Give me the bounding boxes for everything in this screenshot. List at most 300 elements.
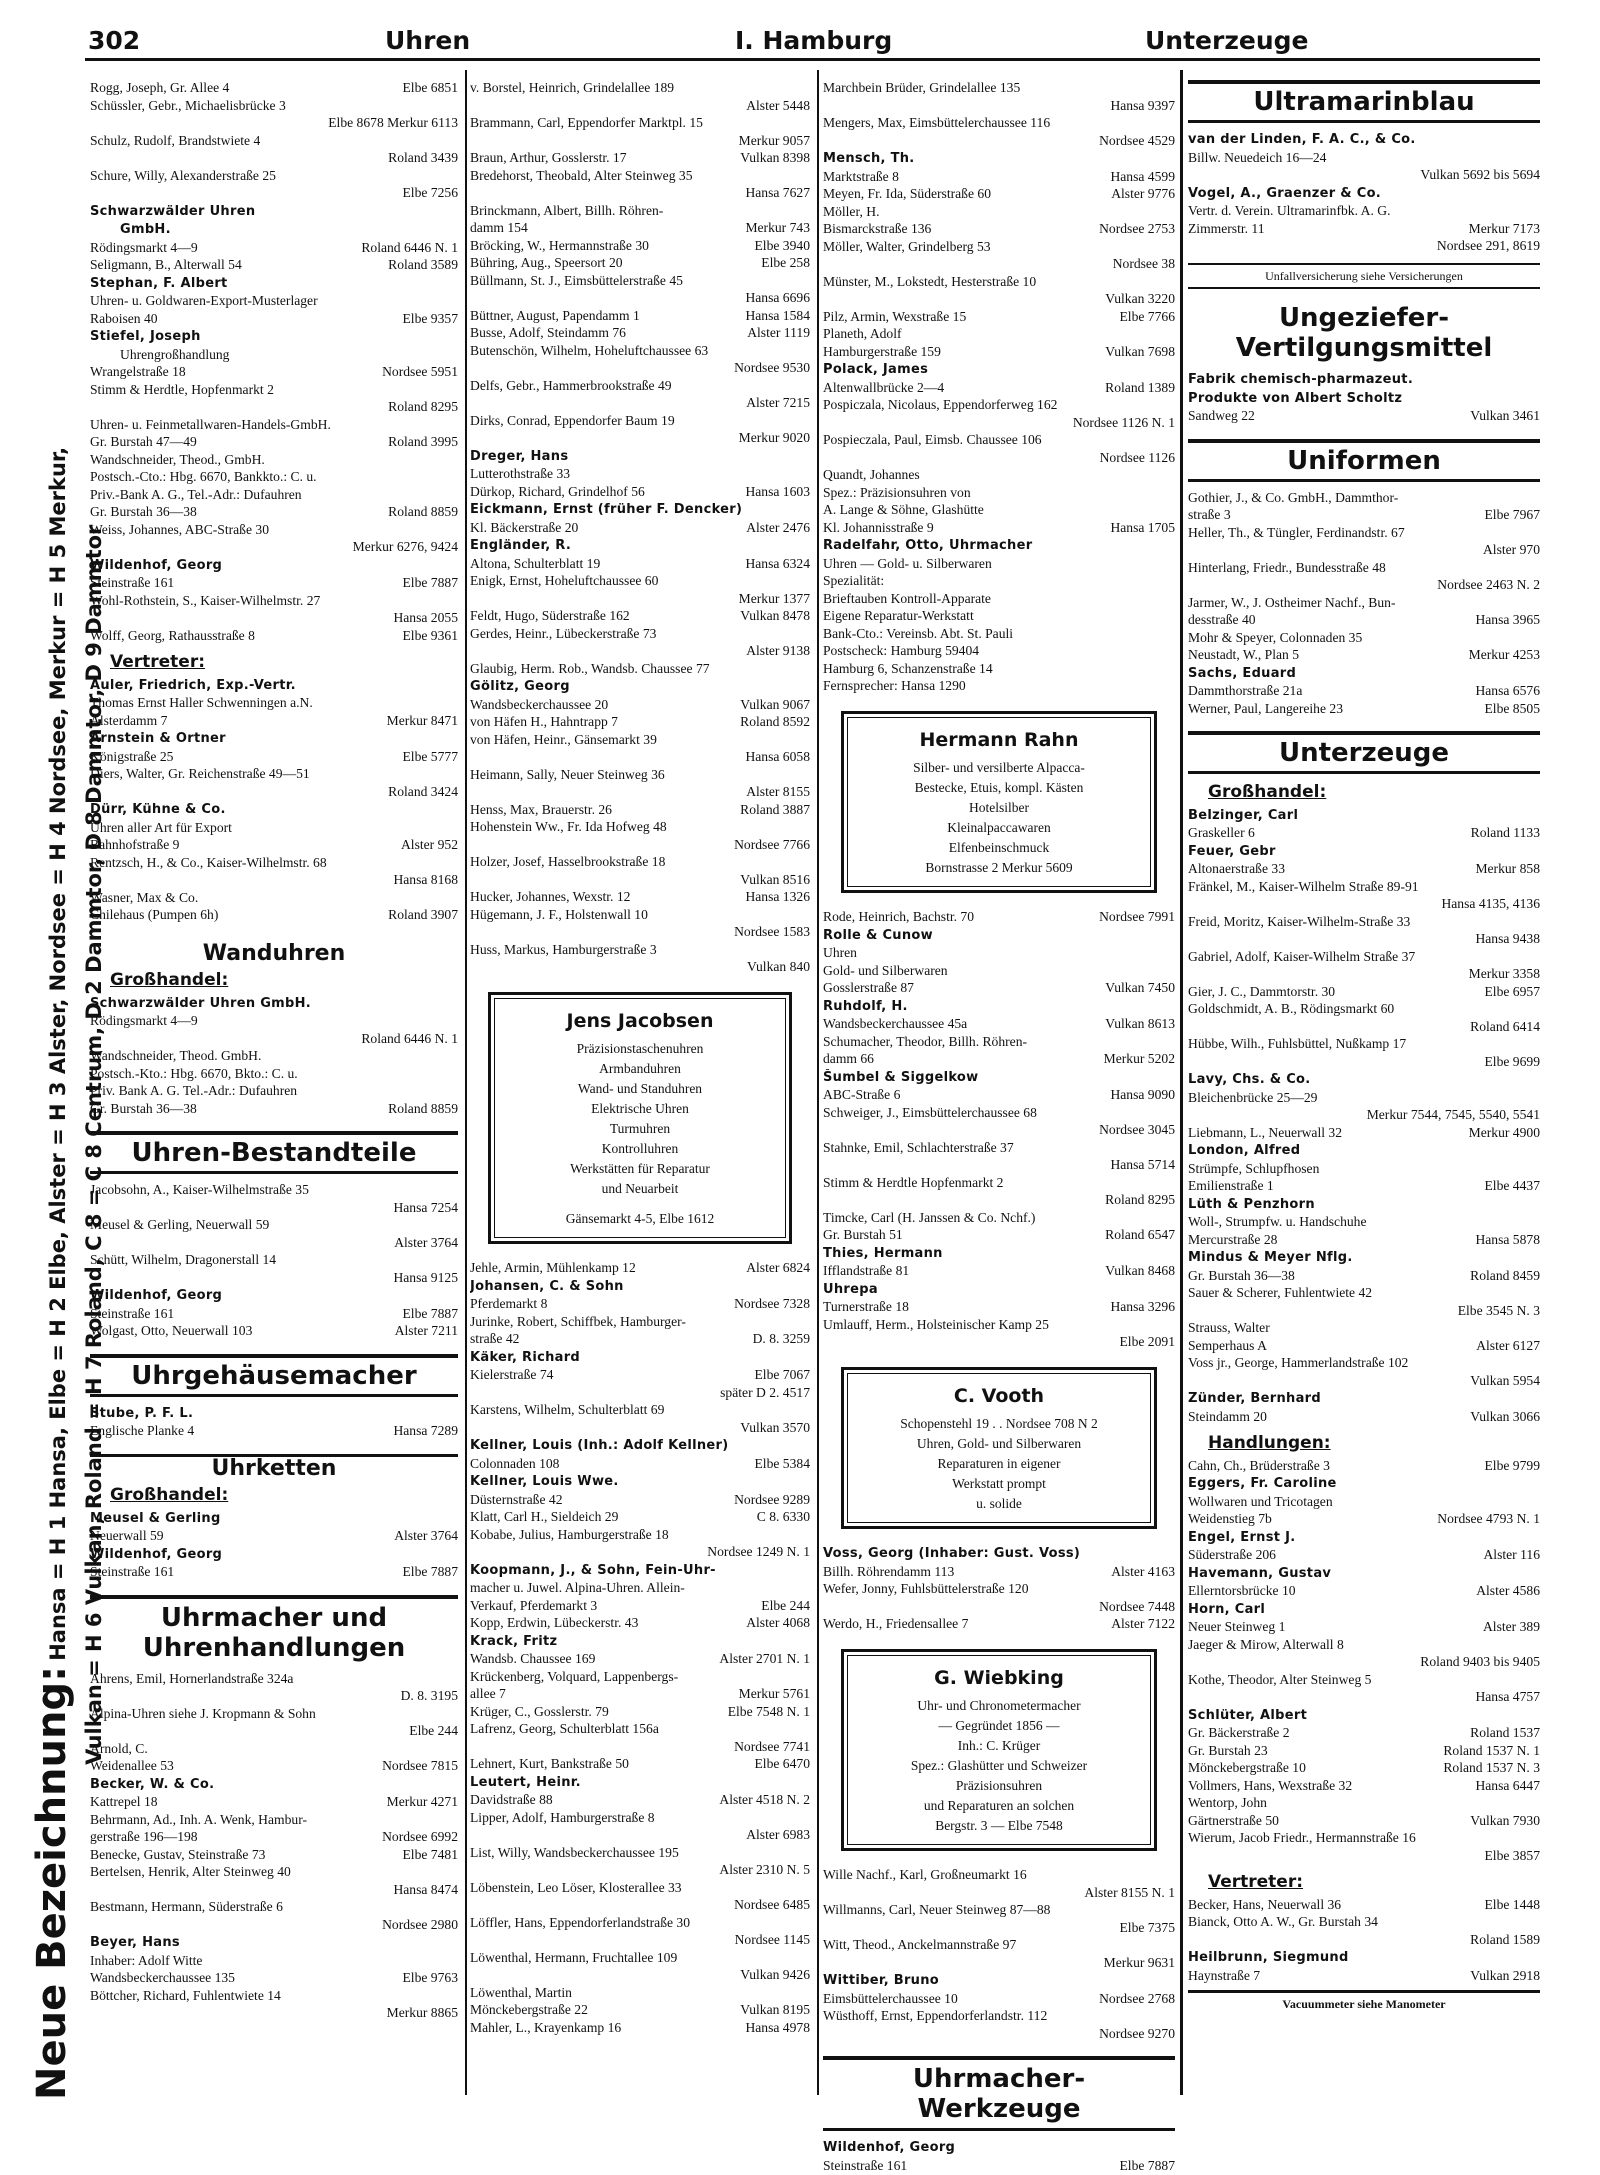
directory-entry — [1188, 1601, 1540, 1619]
directory-entry — [823, 626, 1175, 643]
phone-number: Hansa 5878 — [1475, 1231, 1540, 1247]
directory-entry — [90, 240, 458, 257]
directory-entry — [1188, 221, 1540, 238]
entry-name: Horn, Carl — [1188, 1601, 1266, 1617]
entry-name: Wille Nachf., Karl, Großneumarkt 16 — [823, 1867, 1027, 1882]
entry-name: Rogg, Joseph, Gr. Allee 4 — [90, 80, 230, 95]
phone-number: Alster 6824 — [746, 1260, 810, 1275]
entry-name: Wildenhof, Georg — [90, 557, 223, 573]
entry-name: Arnold, C. — [90, 1740, 148, 1756]
entry-name: von Häfen, Heinr., Gänsemarkt 39 — [470, 731, 657, 747]
entry-name: Inhaber: Adolf Witte — [90, 1952, 203, 1968]
directory-entry — [470, 290, 810, 307]
entry-name: Marchbein Brüder, Grindelallee 135 — [823, 80, 1021, 95]
entry-name: Bianck, Otto A. W., Gr. Burstah 34 — [1188, 1914, 1378, 1929]
directory-entry — [1188, 1914, 1540, 1931]
entry-name: Witt, Theod., Anckelmannstraße 97 — [823, 1937, 1017, 1952]
section-uhrketten: Uhrketten — [90, 1454, 458, 1478]
phone-number: Alster 8155 N. 1 — [1084, 1884, 1175, 1900]
directory-entry — [90, 677, 458, 695]
phone-number: Nordsee 291, 8619 — [1436, 238, 1540, 253]
directory-entry — [470, 484, 810, 501]
entry-name: Billh. Röhrendamm 113 — [823, 1563, 955, 1579]
entry-name: Schlüter, Albert — [1188, 1707, 1308, 1723]
phone-number: Merkur 9631 — [1103, 1954, 1175, 1970]
entry-name: Möller, Walter, Grindelberg 53 — [823, 238, 991, 254]
entry-name: Wildenhof, Georg — [90, 1546, 223, 1562]
entry-name: Altonaerstraße 33 — [1188, 861, 1286, 876]
entry-name: Cahn, Ch., Brüderstraße 3 — [1188, 1457, 1330, 1473]
directory-entry — [90, 1794, 458, 1811]
entry-name: Ahrens, Emil, Hornerlandstraße 324a — [90, 1670, 294, 1686]
phone-number: Alster 9776 — [1111, 186, 1175, 201]
directory-entry — [823, 2139, 1175, 2157]
directory-entry — [470, 255, 810, 272]
entry-name: Timcke, Carl (H. Janssen & Co. Nchf.) — [823, 1209, 1036, 1225]
entry-name: Brammann, Carl, Eppendorfer Marktpl. 15 — [470, 115, 703, 130]
phone-number: Nordsee 9289 — [734, 1491, 810, 1507]
directory-entry — [823, 1281, 1175, 1299]
phone-number: Roland 1537 N. 3 — [1443, 1760, 1540, 1775]
section-uhrmacher-werkzeuge: Uhrmacher-Werkzeuge — [823, 2056, 1175, 2131]
directory-entry — [470, 1562, 810, 1580]
directory-entry — [823, 1034, 1175, 1051]
entry-name: Planeth, Adolf — [823, 326, 902, 341]
directory-entry — [90, 784, 458, 801]
directory-entry — [470, 220, 810, 237]
directory-entry — [1188, 1583, 1540, 1600]
entry-name: Mönckebergstraße 10 — [1188, 1760, 1306, 1775]
directory-entry — [90, 98, 458, 115]
entry-name: Billw. Neuedeich 16—24 — [1188, 149, 1327, 165]
entry-name: Heimann, Sally, Neuer Steinweg 36 — [470, 766, 665, 782]
ad-c-vooth — [841, 1367, 1157, 1530]
directory-entry — [470, 714, 810, 731]
section-ultramarinblau: Ultramarinblau — [1188, 80, 1540, 123]
directory-entry — [823, 1140, 1175, 1157]
phone-number: Roland 8295 — [388, 399, 458, 414]
phone-number: Alster 2310 N. 5 — [719, 1862, 810, 1877]
directory-entry — [823, 661, 1175, 678]
entry-name: Löwenthal, Martin — [470, 1984, 572, 2000]
directory-entry — [823, 239, 1175, 256]
entry-name: Delfs, Gebr., Hammerbrookstraße 49 — [470, 377, 672, 393]
directory-entry — [1188, 560, 1540, 577]
directory-entry — [823, 1334, 1175, 1351]
directory-entry — [90, 1546, 458, 1564]
directory-entry — [1188, 683, 1540, 700]
entry-name: Woll-, Strumpfw. u. Handschuhe — [1188, 1214, 1367, 1229]
directory-entry — [823, 1122, 1175, 1139]
phone-number: Roland 3589 — [388, 257, 458, 272]
directory-entry — [90, 1917, 458, 1934]
entry-name: Wefer, Jonny, Fuhlsbüttelerstraße 120 — [823, 1581, 1029, 1596]
directory-entry — [90, 872, 458, 889]
entry-name: Wandsb. Chaussee 169 — [470, 1651, 596, 1666]
entry-name: Kl. Bäckerstraße 20 — [470, 519, 579, 535]
entry-name: Kattrepel 18 — [90, 1794, 158, 1809]
directory-entry — [470, 1950, 810, 1967]
directory-entry — [823, 80, 1175, 97]
ad-title: Jens Jacobsen — [566, 1009, 714, 1032]
phone-number: Nordsee 6485 — [734, 1897, 810, 1912]
phone-number: Elbe 9763 — [402, 1970, 458, 1985]
directory-entry — [1188, 1707, 1540, 1725]
phone-number: Hansa 1584 — [745, 307, 810, 323]
entry-name: Krack, Fritz — [470, 1633, 558, 1649]
directory-entry — [90, 713, 458, 730]
phone-number: Vulkan 5954 — [1470, 1372, 1540, 1388]
phone-number: Vulkan 8613 — [1105, 1016, 1175, 1031]
directory-entry — [470, 802, 810, 819]
entry-name: Meusel & Gerling — [90, 1510, 221, 1526]
directory-entry — [90, 115, 458, 132]
phone-number: Nordsee 7328 — [734, 1296, 810, 1311]
directory-entry — [1188, 595, 1540, 612]
entry-name: Heller, Th., & Tüngler, Ferdinandstr. 67 — [1188, 524, 1405, 540]
phone-number: Roland 1537 N. 1 — [1443, 1742, 1540, 1758]
directory-entry — [1188, 1161, 1540, 1178]
directory-entry — [90, 1829, 458, 1846]
directory-entry — [90, 1953, 458, 1970]
directory-entry — [470, 732, 810, 749]
entry-name: Gr. Burstah 36—38 — [90, 1100, 197, 1116]
entry-name: Wandsbeckerchaussee 45a — [823, 1016, 968, 1031]
ad-line: Reparaturen in eigener — [937, 1456, 1061, 1471]
directory-entry — [470, 608, 810, 625]
entry-name: Hügemann, J. F., Holstenwall 10 — [470, 906, 648, 922]
entry-name: Raboisen 40 — [90, 310, 158, 326]
directory-entry — [1188, 1355, 1540, 1372]
directory-entry — [823, 1210, 1175, 1227]
directory-entry — [90, 820, 458, 837]
entry-name: Graskeller 6 — [1188, 825, 1255, 840]
directory-entry — [1188, 1494, 1540, 1511]
phone-number: Roland 1537 — [1470, 1725, 1540, 1740]
entry-name: Schure, Willy, Alexanderstraße 25 — [90, 167, 276, 183]
phone-number: Hansa 5714 — [1110, 1157, 1175, 1172]
entry-name: Henss, Max, Brauerstr. 26 — [470, 801, 612, 817]
phone-number: Hansa 1326 — [745, 889, 810, 904]
phone-number: Vulkan 8398 — [740, 150, 810, 165]
entry-name: Büttner, August, Papendamm 1 — [470, 307, 640, 323]
entry-name: Mönckebergstraße 22 — [470, 2002, 588, 2017]
directory-entry — [470, 1827, 810, 1844]
directory-entry — [470, 1915, 810, 1932]
phone-number: Vulkan 3461 — [1470, 408, 1540, 423]
phone-number: Vulkan 7698 — [1105, 343, 1175, 359]
entry-name: Ifflandstraße 81 — [823, 1263, 910, 1278]
phone-number: Merkur 743 — [745, 220, 810, 235]
directory-entry — [470, 1756, 810, 1773]
entry-name: Chilehaus (Pumpen 6h) — [90, 907, 219, 922]
directory-entry — [90, 168, 458, 185]
directory-entry — [90, 1528, 458, 1545]
directory-entry — [90, 749, 458, 766]
directory-entry — [1188, 1409, 1540, 1426]
directory-entry — [1188, 1725, 1540, 1742]
directory-entry — [90, 890, 458, 907]
entry-name: Hamburg 6, Schanzenstraße 14 — [823, 660, 993, 676]
directory-entry — [1188, 1071, 1540, 1089]
entry-name: Dirks, Conrad, Eppendorfer Baum 19 — [470, 412, 675, 428]
entry-name: Böttcher, Richard, Fuhlentwiete 14 — [90, 1987, 281, 2003]
entry-name: Rödingsmarkt 4—9 — [90, 1013, 198, 1028]
entry-name: Stube, P. F. L. — [90, 1405, 194, 1421]
entry-name: Brinckmann, Albert, Billh. Röhren- — [470, 202, 664, 218]
entry-name: Wandschneider, Theod., GmbH. — [90, 451, 265, 467]
phone-number: Roland 8859 — [388, 1100, 458, 1116]
entry-name: Wentorp, John — [1188, 1795, 1267, 1810]
entry-name: Eimsbüttelerchaussee 10 — [823, 1990, 958, 2006]
directory-entry — [470, 1615, 810, 1632]
entry-name: Wildenhof, Georg — [90, 1288, 223, 1303]
directory-entry — [1188, 507, 1540, 524]
entry-name: Jacobsohn, A., Kaiser-Wilhelmstraße 35 — [90, 1182, 309, 1197]
entry-name: Feldt, Hugo, Süderstraße 162 — [470, 608, 630, 623]
phone-number: Vulkan 3220 — [1105, 291, 1175, 306]
directory-entry — [1188, 1214, 1540, 1231]
entry-name: Löbenstein, Leo Löser, Klosterallee 33 — [470, 1879, 682, 1895]
ad-line: Hotelsilber — [969, 800, 1029, 815]
entry-name: Mohr & Speyer, Colonnaden 35 — [1188, 629, 1363, 645]
directory-entry — [90, 80, 458, 97]
directory-entry — [823, 326, 1175, 343]
phone-number: Alster 6983 — [746, 1827, 810, 1842]
entry-name: Feuer, Gebr — [1188, 843, 1276, 859]
entry-name: Kobabe, Julius, Hamburgerstraße 18 — [470, 1526, 669, 1542]
entry-name: Gr. Bäckerstraße 2 — [1188, 1725, 1290, 1740]
entry-name: Arnstein & Ortner — [90, 731, 226, 746]
directory-entry — [823, 608, 1175, 625]
directory-entry — [90, 628, 458, 645]
entry-name: Becker, W. & Co. — [90, 1776, 215, 1792]
phone-number: Elbe 3857 — [1484, 1847, 1540, 1863]
directory-entry — [90, 1323, 458, 1340]
directory-entry — [470, 466, 810, 483]
column-divider-1 — [465, 70, 467, 2095]
entry-name: Büllmann, St. J., Eimsbüttelerstraße 45 — [470, 272, 683, 288]
phone-number: Vulkan 9426 — [740, 1967, 810, 1982]
directory-entry — [1188, 1813, 1540, 1830]
directory-entry — [90, 837, 458, 854]
directory-entry — [470, 150, 810, 167]
phone-number: Roland 9403 bis 9405 — [1420, 1654, 1540, 1669]
directory-entry — [1188, 238, 1540, 255]
entry-name: Jaeger & Mirow, Alterwall 8 — [1188, 1636, 1344, 1652]
phone-number: Elbe 7766 — [1119, 308, 1175, 324]
directory-entry — [1188, 1637, 1540, 1654]
entry-name: Engel, Ernst J. — [1188, 1529, 1296, 1545]
phone-number: Elbe 9361 — [402, 627, 458, 643]
phone-number: Elbe 4437 — [1484, 1178, 1540, 1193]
directory-entry — [823, 309, 1175, 326]
entry-name: Produkte von Albert Scholtz — [1188, 390, 1403, 406]
entry-name: Gr. Burstah 47—49 — [90, 434, 197, 449]
entry-name: Klatt, Carl H., Sieldeich 29 — [470, 1509, 619, 1524]
phone-number: Hansa 1603 — [745, 483, 810, 499]
entry-name: Schwarzwälder Uhren GmbH. — [90, 995, 312, 1011]
entry-name: Semperhaus A — [1188, 1337, 1267, 1353]
directory-entry — [1188, 1932, 1540, 1949]
directory-entry — [470, 872, 810, 889]
phone-number: Alster 4518 N. 2 — [719, 1792, 810, 1807]
phone-number: Roland 6446 N. 1 — [361, 1030, 458, 1046]
entry-name: Meyen, Fr. Ida, Süderstraße 60 — [823, 186, 991, 201]
phone-number: Merkur 1377 — [738, 590, 810, 606]
sidebar-main: Neue Bezeichnung: — [29, 1665, 75, 2100]
directory-entry — [470, 430, 810, 447]
directory-entry — [1188, 966, 1540, 983]
column-3 — [823, 80, 1175, 2175]
section-grosshandel: Großhandel: — [110, 970, 229, 990]
phone-number: Hansa 6324 — [745, 555, 810, 571]
ad-line: Uhren, Gold- und Silberwaren — [916, 1436, 1082, 1451]
entry-name: Düsternstraße 42 — [470, 1491, 563, 1507]
directory-entry — [1188, 1654, 1540, 1671]
entry-name: Weidenallee 53 — [90, 1758, 174, 1773]
directory-entry — [470, 1473, 810, 1491]
directory-entry — [470, 1260, 810, 1277]
phone-number: Elbe 7481 — [402, 1846, 458, 1862]
entry-name: Wandsbeckerchaussee 135 — [90, 1970, 235, 1985]
entry-name: Haynstraße 7 — [1188, 1967, 1261, 1983]
column-divider-3 — [1180, 70, 1183, 2095]
note-unfallversicherung: Unfallversicherung siehe Versicherungen — [1188, 263, 1540, 290]
directory-entry — [90, 801, 458, 819]
directory-entry — [1188, 390, 1540, 408]
entry-name: allee 7 — [470, 1686, 506, 1701]
directory-entry — [470, 1932, 810, 1949]
entry-name: Heilbrunn, Siegmund — [1188, 1950, 1349, 1965]
entry-name: Bank-Cto.: Vereinsb. Abt. St. Pauli — [823, 625, 1014, 641]
directory-entry — [90, 1405, 458, 1423]
entry-name: Dürr, Kühne & Co. — [90, 802, 226, 817]
entry-name: Strümpfe, Schlupfhosen — [1188, 1160, 1320, 1176]
ad-hermann-rahn — [841, 711, 1157, 894]
directory-entry — [470, 784, 810, 801]
directory-entry — [470, 591, 810, 608]
phone-number: Hansa 8474 — [393, 1881, 458, 1897]
entry-name: Uhren — [823, 945, 857, 960]
directory-entry — [90, 610, 458, 627]
directory-entry — [470, 1862, 810, 1879]
entry-name: Spezialität: — [823, 573, 885, 588]
phone-number: Vulkan 840 — [747, 959, 810, 974]
directory-entry — [470, 80, 810, 97]
section-uniformen: Uniformen — [1188, 439, 1540, 482]
phone-number: Merkur 5761 — [738, 1686, 810, 1701]
entry-name: Wildenhof, Georg — [823, 2140, 956, 2155]
entry-detail: Elbe 8678 Merkur 6113 — [328, 115, 458, 130]
directory-entry — [823, 927, 1175, 945]
ad-line: Turmuhren — [609, 1121, 671, 1136]
ad-jens-jacobsen — [488, 992, 792, 1245]
phone-number: Alster 970 — [1482, 542, 1540, 557]
phone-number: Nordsee 7991 — [1099, 909, 1175, 924]
phone-number: Elbe 7887 — [402, 1305, 458, 1321]
directory-entry — [90, 257, 458, 274]
directory-entry — [1188, 490, 1540, 507]
directory-entry — [823, 1157, 1175, 1174]
phone-number: Nordsee 2768 — [1099, 1990, 1175, 2006]
entry-name: Bleichenbrücke 25—29 — [1188, 1089, 1318, 1105]
directory-entry — [470, 767, 810, 784]
directory-entry — [823, 415, 1175, 432]
directory-entry — [470, 1509, 810, 1526]
phone-number: Hansa 4978 — [745, 2019, 810, 2035]
ad-line: Werkstätten für Reparatur — [570, 1161, 710, 1176]
entry-name: Wrangelstraße 18 — [90, 364, 186, 379]
directory-entry — [470, 185, 810, 202]
entry-name: Hinterlang, Friedr., Bundesstraße 48 — [1188, 559, 1386, 575]
phone-number: Alster 4586 — [1476, 1583, 1540, 1598]
directory-entry — [470, 1527, 810, 1544]
entry-name: Braun, Arthur, Gosslerstr. 17 — [470, 150, 627, 165]
entry-name: Pilz, Armin, Wexstraße 15 — [823, 308, 967, 324]
section-grosshandel: Großhandel: — [1208, 782, 1327, 802]
directory-entry — [823, 380, 1175, 397]
directory-entry — [1188, 371, 1540, 389]
directory-entry — [470, 749, 810, 766]
directory-entry — [1188, 203, 1540, 220]
section-unterzeuge: Unterzeuge — [1188, 731, 1540, 774]
ad-line: Uhr- und Chronometermacher — [917, 1698, 1081, 1713]
phone-number: Alster 2701 N. 1 — [719, 1651, 810, 1666]
directory-entry — [90, 1758, 458, 1775]
directory-entry — [90, 1287, 458, 1305]
directory-entry — [90, 399, 458, 416]
directory-entry — [470, 168, 810, 185]
phone-number: Hansa 7254 — [393, 1199, 458, 1215]
entry-name: Rentzsch, H., & Co., Kaiser-Wilhelmstr. 68 — [90, 854, 327, 870]
directory-entry — [1188, 931, 1540, 948]
entry-name: Rödingsmarkt 4—9 — [90, 239, 198, 255]
directory-entry — [90, 1031, 458, 1048]
entry-name: Vollmers, Hans, Wexstraße 32 — [1188, 1777, 1353, 1793]
directory-entry — [470, 1845, 810, 1862]
entry-name: Lutterothstraße 33 — [470, 466, 571, 481]
directory-entry — [1188, 1125, 1540, 1142]
phone-number: Nordsee 9530 — [734, 360, 810, 375]
ad-line: u. solide — [976, 1496, 1022, 1511]
entry-name: Englische Planke 4 — [90, 1423, 195, 1438]
section-vertreter: Vertreter: — [110, 652, 206, 672]
column-4 — [1188, 80, 1540, 2013]
entry-name: Schütt, Wilhelm, Dragonerstall 14 — [90, 1252, 277, 1267]
directory-entry — [90, 1013, 458, 1030]
entry-name: Spez.: Präzisionsuhren von — [823, 484, 971, 500]
entry-name: Karstens, Wilhelm, Schulterblatt 69 — [470, 1402, 665, 1417]
phone-number: Roland 1133 — [1470, 825, 1540, 840]
phone-number: Elbe 7548 N. 1 — [727, 1703, 810, 1719]
entry-name: Werdo, H., Friedensallee 7 — [823, 1616, 969, 1631]
entry-name: desstraße 40 — [1188, 612, 1256, 627]
entry-name: Wierum, Jacob Friedr., Hermannstraße 16 — [1188, 1830, 1416, 1845]
directory-entry — [1188, 1285, 1540, 1302]
ad-line: und Neuarbeit — [601, 1181, 679, 1196]
entry-name: Zimmerstr. 11 — [1188, 220, 1265, 236]
directory-entry — [90, 1066, 458, 1083]
entry-name: Kl. Johannisstraße 9 — [823, 519, 934, 535]
header-right-title: Unterzeuge — [1145, 26, 1309, 55]
directory-entry — [90, 1182, 458, 1199]
ad-line: Bestecke, Etuis, kompl. Kästen — [914, 780, 1084, 795]
phone-number: Hansa 9397 — [1110, 97, 1175, 113]
directory-entry — [90, 1270, 458, 1287]
ad-line: Wand- und Standuhren — [577, 1081, 703, 1096]
header-left-title: Uhren — [385, 26, 471, 55]
